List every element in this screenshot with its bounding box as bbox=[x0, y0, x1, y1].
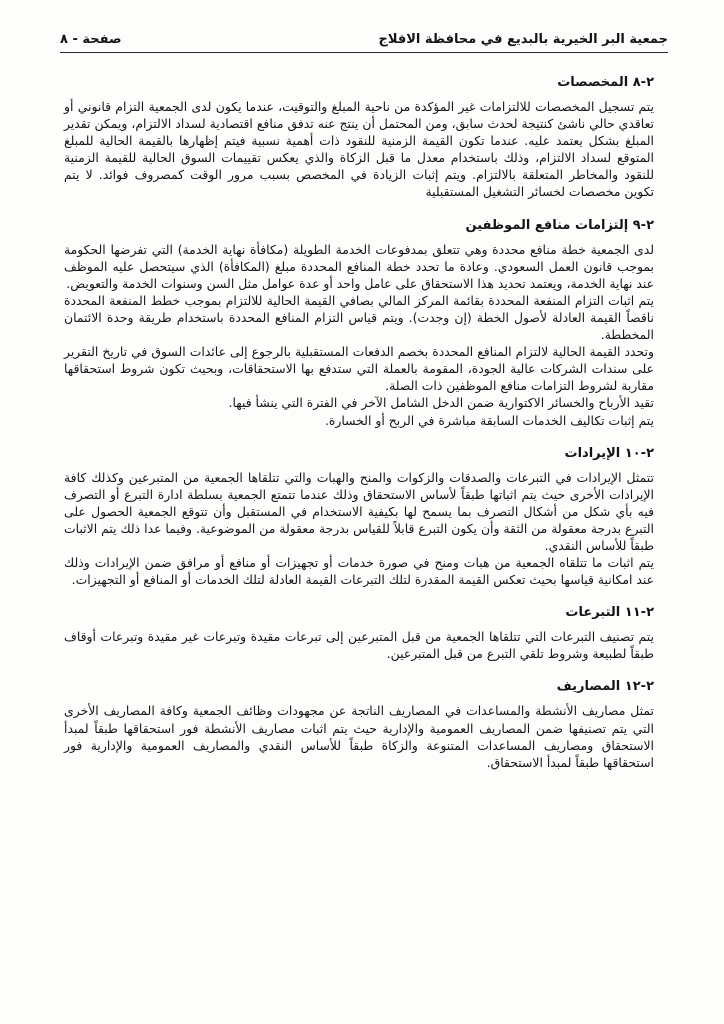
paragraph: تمثل مصاريف الأنشطة والمساعدات في المصاريف الناتجة عن مجهودات وظائف الجمعية وكافة المصاريف الأخرى التي يتم تصنيفها ضمن المصاريف العمومية والإدارية حيث يتم اثبات مصاريف الأنشطة فور استحقاقها طبقاً لمبدأ الاستحقاق ومصاريف المساعدات المتنوعة والزكاة طبقاً للأساس النقدي والمصاريف العمومية والإدارية فور استحقاقها طبقاً لمبدأ الاستحقاق. bbox=[64, 703, 654, 770]
page-number: صفحة - ٨ bbox=[60, 32, 122, 47]
section-title: ٢-٨ المخصصات bbox=[557, 75, 654, 90]
section-title: ٢-١٢ المصاريف bbox=[556, 679, 654, 695]
paragraph: يتم اثبات ما تتلقاه الجمعية من هبات ومنح في صورة خدمات أو تجهيزات أو منافع أو مرافق ضمن الإيرادات وذلك عند امكانية قياسها بحيث تعكس القيمة المقدرة لتلك التبرعات القيمة العادلة لتلك الخدمات أو المنافع أو التجهيزات. bbox=[64, 555, 654, 588]
section-employee-benefits bbox=[64, 217, 654, 429]
paragraph: تقيد الأرباح والخسائر الاكتوارية ضمن الدخل الشامل الآخر في الفترة التي ينشأ فيها. bbox=[228, 395, 654, 411]
organization-name: جمعية البر الخيرية بالبديع في محافظة الافلاج bbox=[378, 32, 668, 47]
section-expenses bbox=[64, 678, 654, 770]
section-title: ٢-١٠ الإيرادات bbox=[564, 445, 654, 461]
paragraph: يتم تسجيل المخصصات للالتزامات غير المؤكدة من ناحية المبلغ والتوقيت، عندما يكون لدى الجمعية التزام قانوني أو تعاقدي حالي ناشئ كنتيجة لحدث سابق، ومن المحتمل أن ينتج عنه تدفق منافع اقتصادية لسداد الالتزام، ويمكن تقدير المبلغ بشكل يعتمد عليه. عندما تكون القيمة الزمنية للنقود ذات أهمية نسبية فيتم إظهارها بالقيمة الحالية للمبلغ المتوقع لسداد الالتزام، وذلك باستخدام معدل ما قبل الزكاة والذي يعكس تقييمات السوق الحالية للقيمة الزمنية للنقود والمخاطر المتعلقة بالالتزام. ويتم إثبات الزيادة في المخصص بسبب مرور الوقت كمصروف فوائد. لا يتم تكوين مخصصات لخسائر التشغيل المستقبلية bbox=[64, 99, 654, 200]
section-title: ٢-٩ إلتزامات منافع الموظفين bbox=[465, 217, 654, 233]
section-title: ٢-١١ التبرعات bbox=[565, 605, 654, 621]
paragraph: يتم اثبات التزام المنفعة المحددة بقائمة المركز المالي بصافي القيمة الحالية للالتزام بموجب خطط المنفعة المحددة ناقصاً القيمة العادلة لأصول الخطة (إن وجدت). ويتم قياس التزام المنافع المحددة باستخدام طريقة وحدة الائتمان المخططة. bbox=[64, 292, 654, 343]
section-donations bbox=[64, 604, 654, 662]
paragraph: لدى الجمعية خطة منافع محددة وهي تتعلق بمدفوعات الخدمة الطويلة (مكافأة نهاية الخدمة) التي تفرضها الحكومة بموجب قانون العمل السعودي. وعادة ما تحدد خطة المنافع المحددة مبلغ (المكافأة) الذي سيتحصل عليه الموظف عند نهاية الخدمة، ويعتمد تحديد هذا الاستحقاق على عامل واحد أو عدة عوامل مثل السن وسنوات الخدمة والتعويض. bbox=[64, 241, 654, 291]
paragraph: يتم تصنيف التبرعات التي تتلقاها الجمعية من قبل المتبرعين إلى تبرعات مقيدة وتبرعات غير مقيدة وتبرعات أوقاف طبقاً لطبيعة وشروط تلقي التبرع من قبل المتبرعين. bbox=[64, 629, 654, 662]
page-header bbox=[60, 30, 668, 53]
section-revenues bbox=[64, 445, 654, 589]
paragraph: تتمثل الإيرادات في التبرعات والصدقات والزكوات والمنح والهبات والتي تتلقاها الجمعية من المتبرعين وكذلك كافة الإيرادات الأخرى حيث يتم اثباتها طبقاً لأساس الاستحقاق وذلك عندما تتمتع الجمعية بسلطة ادارة التبرع أو التصرف فيه بأي شكل من أشكال التصرف بما يسمح لها بكيفية الاستخدام في المستقبل وأن تتوقع الجمعية الحصول على التبرع بدرجة معقولة من الثقة وأن يكون التبرع قابلاً للقياس بدرجة معقولة من الموضوعية. وفيما عدا ذلك يتم الاثبات طبقاً للأساس النقدي. bbox=[64, 469, 654, 553]
document-body bbox=[64, 74, 654, 787]
paragraph: يتم إثبات تكاليف الخدمات السابقة مباشرة في الربح أو الخسارة. bbox=[324, 412, 654, 428]
paragraph: وتحدد القيمة الحالية لالتزام المنافع المحددة بخصم الدفعات المستقبلية بالرجوع إلى عائدات السوق في تاريخ التقرير على سندات الشركات عالية الجودة، المقومة بالعملة التي ستدفع بها الاستحقاقات، وبحيث تكون شروط استحقاقها مقاربة لشروط التزامات منافع الموظفين ذات الصلة. bbox=[64, 344, 654, 394]
section-provisions bbox=[64, 74, 654, 201]
